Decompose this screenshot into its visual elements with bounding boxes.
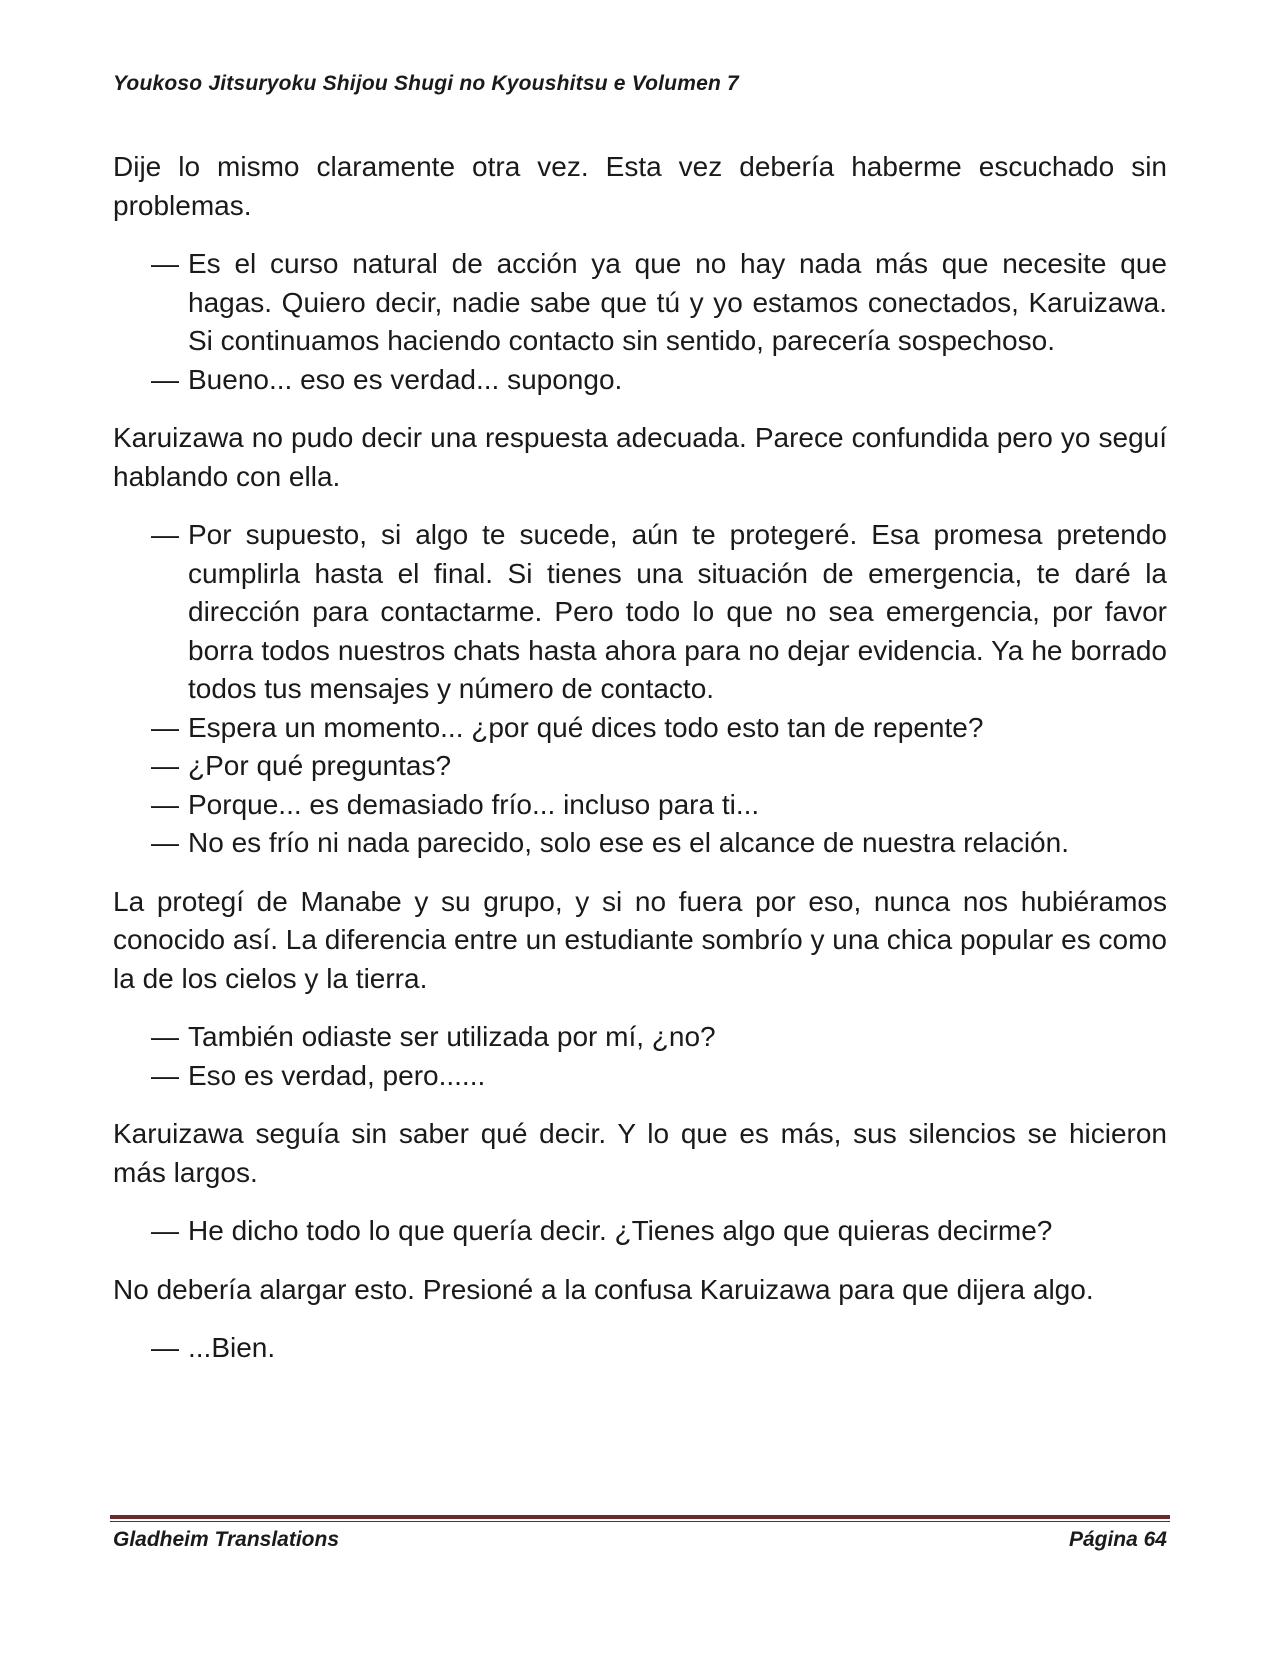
- narration-paragraph: La protegí de Manabe y su grupo, y si no fuera por eso, nunca nos hubiéramos conocido así. La diferencia entre un estudiante sombrío y una chica popular es como la de los cielos y la tierra.: [113, 885, 1167, 994]
- footer-divider-thin: [110, 1521, 1170, 1522]
- dialogue-text: También odiaste ser utilizada por mí, ¿no?: [188, 1021, 716, 1052]
- footer-page-number: Página 64: [1068, 1528, 1167, 1551]
- dialogue-line: [113, 1018, 1167, 1057]
- dialogue-line: [113, 747, 1167, 786]
- dialogue-group: [113, 1329, 1167, 1368]
- footer-divider: [110, 1515, 1170, 1519]
- page-body: [113, 148, 1167, 1388]
- dialogue-dash: —: [151, 1332, 179, 1363]
- dialogue-text: ...Bien.: [188, 1332, 276, 1363]
- dialogue-dash: —: [151, 711, 179, 743]
- dialogue-group: [113, 516, 1167, 863]
- dialogue-text: Porque... es demasiado frío... incluso para ti...: [188, 788, 760, 820]
- dialogue-dash: —: [151, 1215, 179, 1246]
- dialogue-group: [113, 1212, 1167, 1251]
- footer-translator-credit: Gladheim Translations: [113, 1528, 340, 1551]
- dialogue-dash: —: [151, 788, 179, 820]
- dialogue-line: [113, 1212, 1167, 1251]
- dialogue-line: [113, 709, 1167, 748]
- dialogue-text: Bueno... eso es verdad... supongo.: [188, 363, 623, 395]
- dialogue-group: [113, 245, 1167, 399]
- dialogue-dash: —: [151, 827, 179, 858]
- dialogue-text: Espera un momento... ¿por qué dices todo esto tan de repente?: [188, 711, 984, 743]
- narration-paragraph: Dije lo mismo claramente otra vez. Esta vez debería haberme escuchado sin problemas.: [113, 151, 1167, 221]
- dialogue-dash: —: [151, 519, 179, 550]
- dialogue-group: [113, 1018, 1167, 1095]
- dialogue-line: [113, 245, 1167, 361]
- dialogue-line: [113, 1329, 1167, 1368]
- page-header-title: Youkoso Jitsuryoku Shijou Shugi no Kyoushitsu e Volumen 7: [113, 72, 739, 95]
- dialogue-text: No es frío ni nada parecido, solo ese es el alcance de nuestra relación.: [188, 827, 1069, 858]
- dialogue-line: [113, 786, 1167, 825]
- dialogue-line: [113, 361, 1167, 400]
- narration-paragraph: Karuizawa no pudo decir una respuesta adecuada. Parece confundida pero yo seguí hablando con ella.: [113, 422, 1167, 492]
- dialogue-dash: —: [151, 1059, 179, 1091]
- dialogue-text: He dicho todo lo que quería decir. ¿Tienes algo que quieras decirme?: [188, 1215, 1053, 1246]
- dialogue-text: ¿Por qué preguntas?: [188, 750, 452, 781]
- dialogue-dash: —: [151, 750, 179, 781]
- dialogue-dash: —: [151, 248, 179, 279]
- dialogue-text: Eso es verdad, pero......: [188, 1059, 486, 1091]
- dialogue-dash: —: [151, 363, 179, 395]
- narration-paragraph: Karuizawa seguía sin saber qué decir. Y lo que es más, sus silencios se hicieron más largos.: [113, 1118, 1167, 1188]
- narration-paragraph: No debería alargar esto. Presioné a la confusa Karuizawa para que dijera algo.: [113, 1273, 1094, 1305]
- dialogue-line: [113, 824, 1167, 863]
- dialogue-line: [113, 1057, 1167, 1096]
- dialogue-text: Por supuesto, si algo te sucede, aún te protegeré. Esa promesa pretendo cumplirla hasta el final. Si tienes una situación de emergencia, te daré la dirección para contactarme. Pero todo lo que no sea emergencia, por favor borra todos nuestros chats hasta ahora para no dejar evidencia. Ya he borrado todos tus mensajes y número de contacto.: [188, 519, 1167, 704]
- dialogue-line: [113, 516, 1167, 709]
- dialogue-text: Es el curso natural de acción ya que no hay nada más que necesite que hagas. Quiero decir, nadie sabe que tú y yo estamos conectados, Karuizawa. Si continuamos haciendo contacto sin sentido, parecería sospechoso.: [188, 248, 1167, 356]
- dialogue-dash: —: [151, 1021, 179, 1052]
